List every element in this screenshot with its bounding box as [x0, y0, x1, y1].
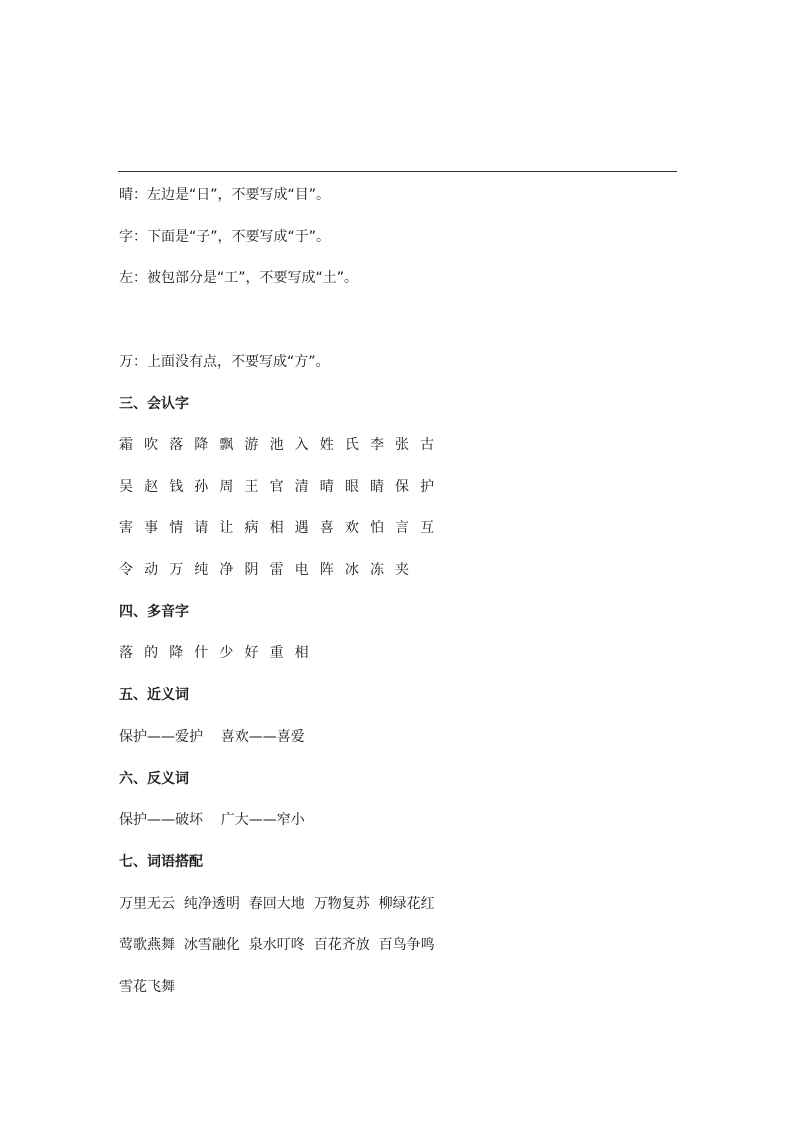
char-item: 病 — [244, 520, 259, 536]
char-item: 重 — [269, 645, 284, 661]
synonym-pairs: 保护——爱护 喜欢——喜爱 — [119, 729, 305, 745]
char-item: 氏 — [344, 437, 359, 453]
char-item: 冻 — [369, 562, 384, 578]
section-heading: 六、反义词 — [119, 771, 189, 787]
char-row — [119, 561, 420, 579]
char-item: 落 — [169, 437, 184, 453]
char-item: 赵 — [144, 479, 159, 495]
antonym-pairs: 保护——破坏 广大——窄小 — [119, 812, 305, 828]
phrase-row: 莺歌燕舞 冰雪融化 泉水叮咚 百花齐放 百鸟争鸣 — [119, 937, 435, 953]
char-item: 池 — [269, 437, 284, 453]
char-item: 游 — [244, 437, 259, 453]
char-item: 令 — [119, 562, 133, 578]
char-item: 言 — [395, 520, 410, 536]
note-line: 字：下面是“子”，不要写成“于”。 — [119, 229, 331, 245]
char-item: 互 — [420, 520, 435, 536]
char-item: 事 — [144, 520, 159, 536]
char-item: 夹 — [395, 562, 410, 578]
char-item: 让 — [219, 520, 234, 536]
char-item: 官 — [269, 479, 284, 495]
char-item: 霜 — [119, 437, 133, 453]
char-item: 晴 — [319, 479, 334, 495]
char-item: 古 — [420, 437, 435, 453]
char-item: 眼 — [344, 479, 359, 495]
char-item: 吹 — [144, 437, 159, 453]
note-line: 晴：左边是“日”，不要写成“目”。 — [119, 187, 331, 203]
char-item: 的 — [144, 645, 159, 661]
char-item: 相 — [269, 520, 284, 536]
char-item: 落 — [119, 645, 133, 661]
char-item: 睛 — [369, 479, 384, 495]
char-row — [119, 478, 445, 496]
char-item: 钱 — [169, 479, 184, 495]
char-item: 情 — [169, 520, 184, 536]
char-item: 王 — [244, 479, 259, 495]
char-item: 降 — [169, 645, 184, 661]
section-heading: 五、近义词 — [119, 687, 189, 703]
char-item: 请 — [194, 520, 209, 536]
char-item: 入 — [294, 437, 309, 453]
char-item: 孙 — [194, 479, 209, 495]
char-row — [119, 519, 445, 537]
char-item: 阵 — [319, 562, 334, 578]
char-item: 雷 — [269, 562, 284, 578]
char-item: 姓 — [319, 437, 334, 453]
section-heading: 四、多音字 — [119, 604, 189, 620]
char-item: 什 — [194, 645, 209, 661]
char-item: 好 — [244, 645, 259, 661]
char-item: 保 — [395, 479, 410, 495]
note-line: 万：上面没有点，不要写成“方”。 — [119, 354, 330, 370]
char-item: 相 — [294, 645, 309, 661]
char-row — [119, 436, 445, 454]
char-item: 阴 — [244, 562, 259, 578]
section-heading: 七、词语搭配 — [119, 854, 203, 870]
char-item: 清 — [294, 479, 309, 495]
char-item: 动 — [144, 562, 159, 578]
section-heading: 三、会认字 — [119, 396, 189, 412]
char-item: 飘 — [219, 437, 234, 453]
char-item: 喜 — [319, 520, 334, 536]
char-item: 周 — [219, 479, 234, 495]
char-item: 万 — [169, 562, 184, 578]
char-item: 少 — [219, 645, 234, 661]
char-item: 纯 — [194, 562, 209, 578]
polyphone-row — [119, 644, 320, 662]
char-item: 李 — [369, 437, 384, 453]
char-item: 净 — [219, 562, 234, 578]
char-item: 电 — [294, 562, 309, 578]
char-item: 吴 — [119, 479, 133, 495]
char-item: 怕 — [369, 520, 384, 536]
char-item: 遇 — [294, 520, 309, 536]
char-item: 降 — [194, 437, 209, 453]
phrase-row: 万里无云 纯净透明 春回大地 万物复苏 柳绿花红 — [119, 896, 435, 912]
note-line: 左：被包部分是“工”，不要写成“土”。 — [119, 270, 359, 286]
char-item: 害 — [119, 520, 133, 536]
header-rule — [118, 171, 677, 172]
char-item: 冰 — [344, 562, 359, 578]
char-item: 护 — [420, 479, 435, 495]
phrase-row: 雪花飞舞 — [119, 979, 175, 995]
char-item: 欢 — [344, 520, 359, 536]
char-item: 张 — [395, 437, 410, 453]
